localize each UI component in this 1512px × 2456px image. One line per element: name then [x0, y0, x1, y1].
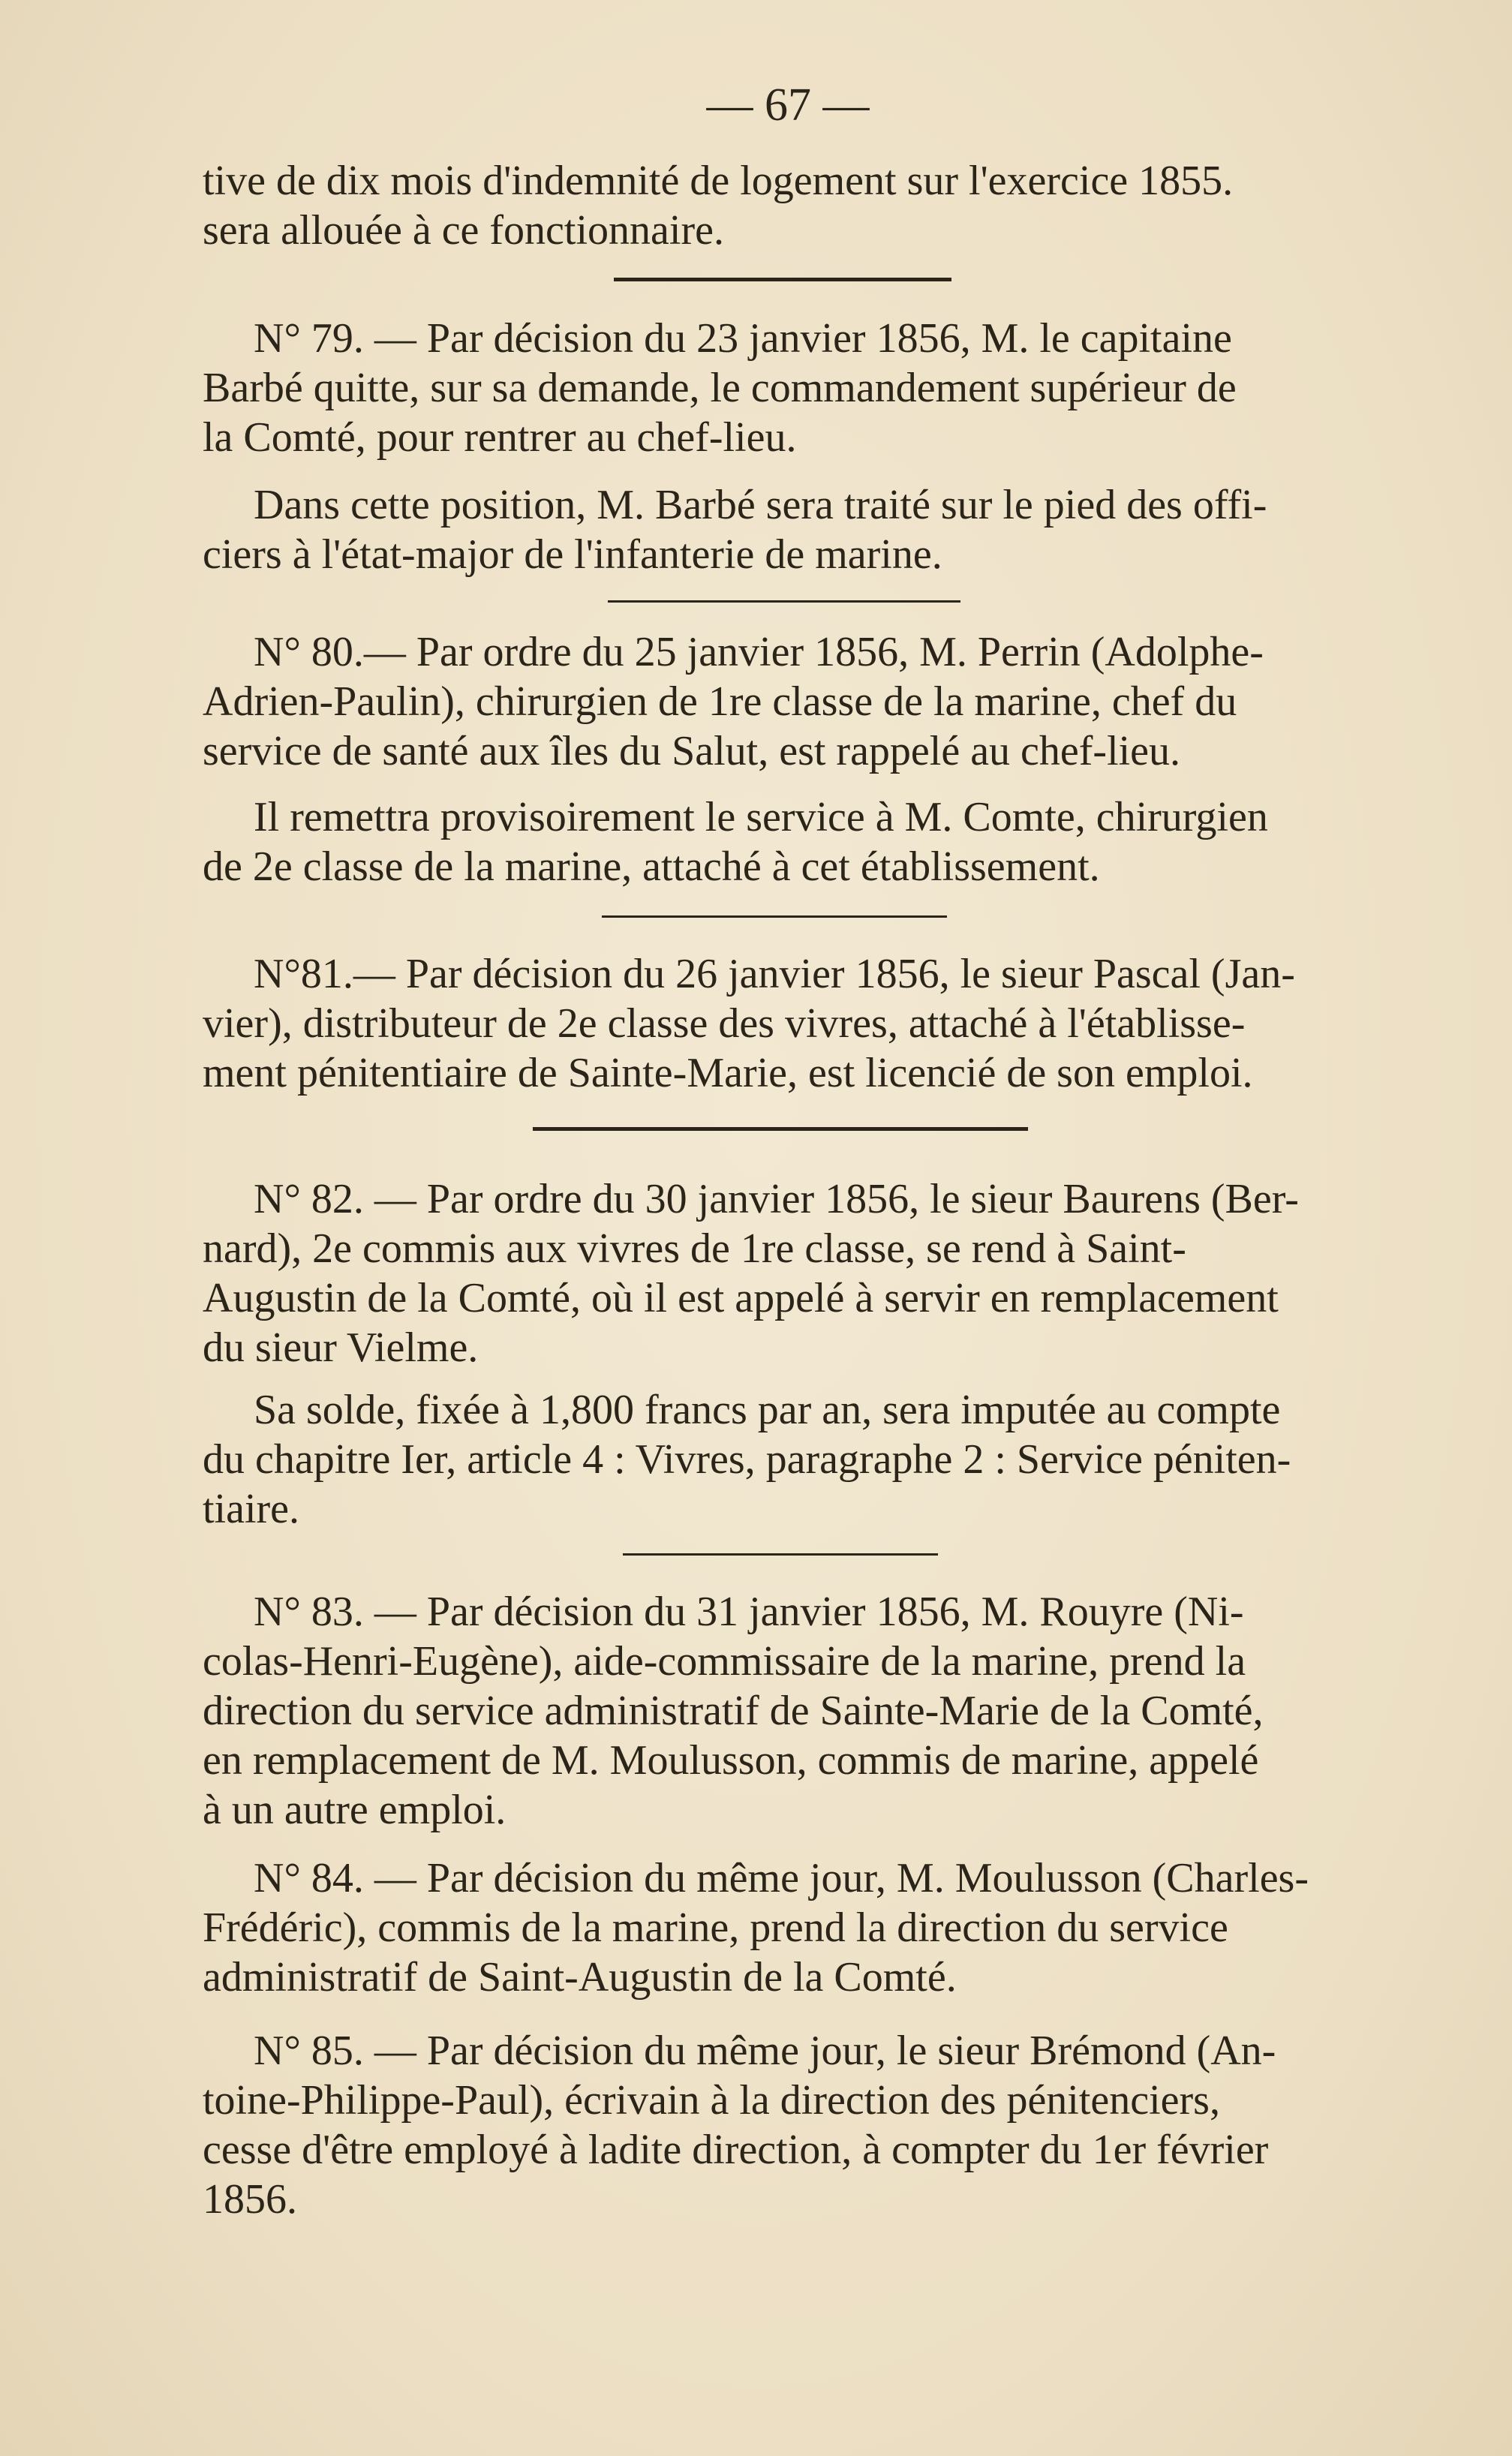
text-line: ment pénitentiaire de Sainte-Marie, est licencié de son emploi. [203, 1050, 1253, 1096]
text-line: tive de dix mois d'indemnité de logement sur l'exercice 1855. [203, 158, 1234, 204]
text-line: 1856. [203, 2176, 297, 2223]
text-line: nard), 2e commis aux vivres de 1re classe, se rend à Saint- [203, 1225, 1186, 1272]
separator-rule [533, 1127, 1028, 1131]
text-line: colas-Henri-Eugène), aide-commissaire de la marine, prend la [203, 1638, 1246, 1685]
text-line: tiaire. [203, 1486, 300, 1532]
continuation-paragraph [203, 156, 1373, 255]
text-line: administratif de Saint-Augustin de la Comté. [203, 1954, 957, 2001]
text-line: N° 84. — Par décision du même jour, M. Moulusson (Charles- [254, 1855, 1309, 1901]
page-number: — 67 — [706, 80, 870, 131]
text-line: N° 80.— Par ordre du 25 janvier 1856, M. Perrin (Adolphe- [254, 629, 1264, 675]
entry-80-paragraph-2 [203, 792, 1373, 891]
text-line: Barbé quitte, sur sa demande, le commandement supérieur de [203, 365, 1237, 411]
text-line: N° 79. — Par décision du 23 janvier 1856, M. le capitaine [254, 315, 1232, 362]
text-line: à un autre emploi. [203, 1787, 507, 1833]
text-line: N° 85. — Par décision du même jour, le sieur Brémond (An- [254, 2028, 1276, 2074]
entry-84 [203, 1853, 1373, 2002]
entry-83 [203, 1587, 1373, 1835]
entry-80 [203, 627, 1373, 776]
text-line: Dans cette position, M. Barbé sera traité sur le pied des offi- [254, 482, 1267, 528]
text-line: du sieur Vielme. [203, 1324, 479, 1371]
separator-rule [602, 915, 947, 918]
text-line: vier), distributeur de 2e classe des vivres, attaché à l'établisse- [203, 1000, 1246, 1047]
text-line: Adrien-Paulin), chirurgien de 1re classe de la marine, chef du [203, 678, 1237, 725]
entry-85 [203, 2026, 1373, 2224]
text-line: sera allouée à ce fonctionnaire. [203, 207, 724, 254]
text-line: du chapitre Ier, article 4 : Vivres, paragraphe 2 : Service péniten- [203, 1436, 1291, 1483]
entry-82 [203, 1174, 1373, 1372]
text-line: N° 83. — Par décision du 31 janvier 1856, M. Rouyre (Ni- [254, 1589, 1244, 1635]
text-line: ciers à l'état-major de l'infanterie de marine. [203, 531, 942, 578]
text-line: service de santé aux îles du Salut, est rappelé au chef-lieu. [203, 728, 1181, 774]
text-line: cesse d'être employé à ladite direction, à compter du 1er février [203, 2127, 1269, 2173]
text-line: Sa solde, fixée à 1,800 francs par an, sera imputée au compte [254, 1387, 1281, 1433]
separator-rule [614, 278, 951, 281]
text-line: Augustin de la Comté, où il est appelé à servir en remplacement [203, 1275, 1279, 1321]
text-line: en remplacement de M. Moulusson, commis de marine, appelé [203, 1737, 1259, 1784]
text-line: N°81.— Par décision du 26 janvier 1856, le sieur Pascal (Jan- [254, 951, 1295, 997]
text-line: N° 82. — Par ordre du 30 janvier 1856, le sieur Baurens (Ber- [254, 1176, 1299, 1222]
text-line: Frédéric), commis de la marine, prend la direction du service [203, 1904, 1228, 1951]
entry-79 [203, 314, 1373, 462]
text-line: direction du service administratif de Sainte-Marie de la Comté, [203, 1688, 1264, 1734]
text-line: de 2e classe de la marine, attaché à cet établissement. [203, 843, 1100, 890]
separator-rule [608, 600, 960, 603]
entry-82-paragraph-2 [203, 1385, 1373, 1534]
separator-rule [623, 1553, 938, 1556]
text-line: la Comté, pour rentrer au chef-lieu. [203, 414, 797, 461]
text-line: Il remettra provisoirement le service à M. Comte, chirurgien [254, 794, 1268, 840]
entry-81 [203, 949, 1373, 1098]
text-line: toine-Philippe-Paul), écrivain à la direction des pénitenciers, [203, 2077, 1220, 2124]
entry-79-paragraph-2 [203, 480, 1373, 579]
